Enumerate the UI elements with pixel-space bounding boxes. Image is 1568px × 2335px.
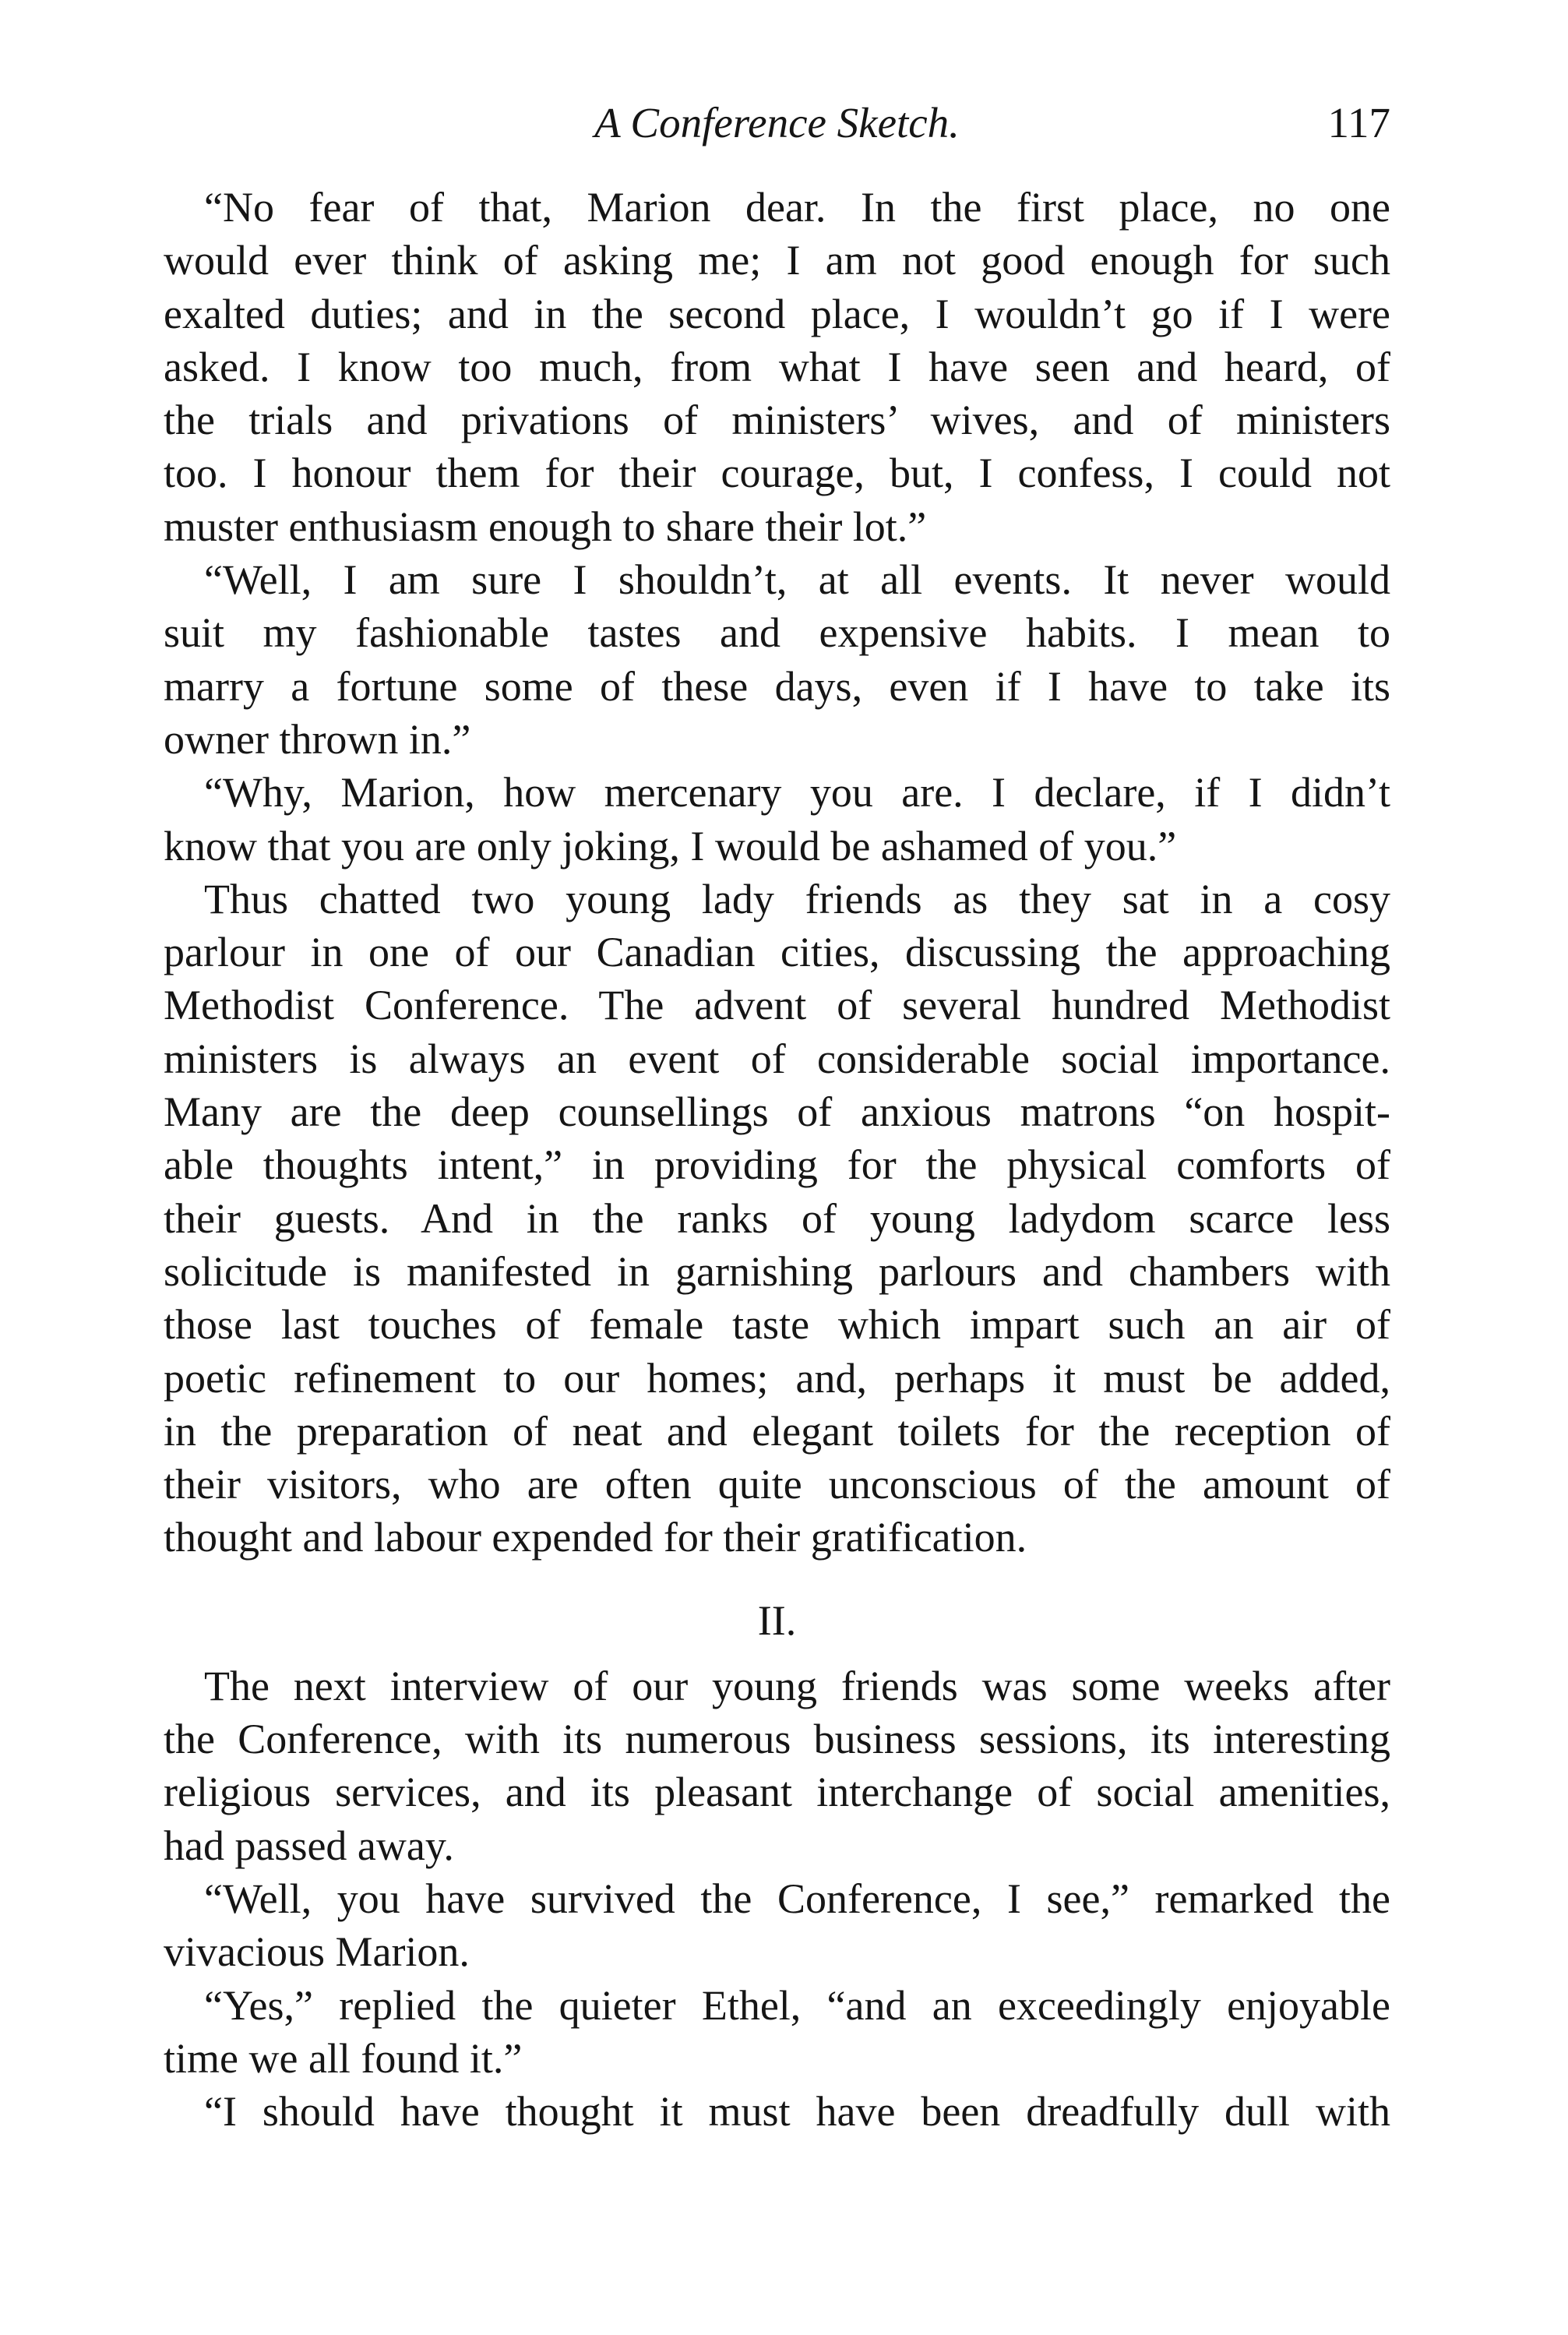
running-title: A Conference Sketch. <box>594 99 960 146</box>
text-line: religious services, and its pleasant interchange of social amenities, <box>164 1769 1390 1816</box>
text-line: marry a fortune some of these days, even if I have to take its <box>164 662 1390 710</box>
text-line: Methodist Conference. The advent of several hundred Methodist <box>164 982 1390 1029</box>
text-line: asked. I know too much, from what I have seen and heard, of <box>164 343 1390 390</box>
text-line: thought and labour expended for their gratification. <box>164 1514 1027 1561</box>
body-text <box>164 181 1390 2138</box>
paragraph <box>164 2085 1390 2138</box>
text-line: their visitors, who are often quite unconscious of the amount of <box>164 1461 1390 1508</box>
paragraph <box>164 1660 1390 1872</box>
text-line: exalted duties; and in the second place, I wouldn’t go if I were <box>164 290 1390 337</box>
text-line: the trials and privations of ministers’ wives, and of ministers <box>164 397 1390 444</box>
text-line: able thoughts intent,” in providing for the physical comforts of <box>164 1141 1390 1189</box>
text-line: know that you are only joking, I would be ashamed of you.” <box>164 822 1177 869</box>
text-line: “Yes,” replied the quieter Ethel, “and an exceedingly enjoyable <box>204 1981 1390 2029</box>
text-line: solicitude is manifested in garnishing parlours and chambers with <box>164 1247 1390 1295</box>
text-line: poetic refinement to our homes; and, perhaps it must be added, <box>164 1354 1390 1402</box>
text-line: “No fear of that, Marion dear. In the first place, no one <box>204 184 1390 231</box>
text-line: Thus chatted two young lady friends as they sat in a cosy <box>204 875 1390 922</box>
text-line: owner thrown in.” <box>164 715 471 763</box>
section-heading: II. <box>757 1596 797 1644</box>
text-line: the Conference, with its numerous business sessions, its interesting <box>164 1716 1390 1763</box>
paragraph <box>164 553 1390 766</box>
page-number: 117 <box>1327 99 1390 146</box>
text-line: “I should have thought it must have been dreadfully dull with <box>204 2088 1390 2136</box>
text-line: “Why, Marion, how mercenary you are. I declare, if I didn’t <box>204 769 1390 817</box>
text-line: The next interview of our young friends was some weeks after <box>204 1662 1390 1709</box>
text-line: “Well, I am sure I shouldn’t, at all events. It never would <box>204 556 1390 604</box>
paragraphs-after-section <box>164 1660 1390 2139</box>
text-line: ministers is always an event of considerable social importance. <box>164 1035 1390 1082</box>
text-line: “Well, you have survived the Conference, I see,” remarked the <box>204 1875 1390 1922</box>
text-line: would ever think of asking me; I am not good enough for such <box>164 237 1390 284</box>
text-line: muster enthusiasm enough to share their lot.” <box>164 503 927 550</box>
text-line: their guests. And in the ranks of young ladydom scarce less <box>164 1194 1390 1242</box>
text-line: Many are the deep counsellings of anxious matrons “on hospit- <box>164 1088 1390 1136</box>
text-line: vivacious Marion. <box>164 1928 470 1976</box>
paragraph <box>164 873 1390 1564</box>
paragraph <box>164 181 1390 553</box>
text-line: time we all found it.” <box>164 2034 523 2082</box>
text-line: too. I honour them for their courage, but, I confess, I could not <box>164 450 1390 497</box>
text-line: suit my fashionable tastes and expensive habits. I mean to <box>164 609 1390 657</box>
text-line: had passed away. <box>164 1822 454 1869</box>
paragraph <box>164 1979 1390 2086</box>
paragraphs-before-section <box>164 181 1390 1564</box>
running-head <box>164 92 1390 154</box>
text-line: in the preparation of neat and elegant toilets for the reception of <box>164 1407 1390 1455</box>
text-line: those last touches of female taste which impart such an air of <box>164 1301 1390 1349</box>
paragraph <box>164 766 1390 873</box>
paragraph <box>164 1872 1390 1979</box>
text-line: parlour in one of our Canadian cities, discussing the approaching <box>164 929 1390 976</box>
